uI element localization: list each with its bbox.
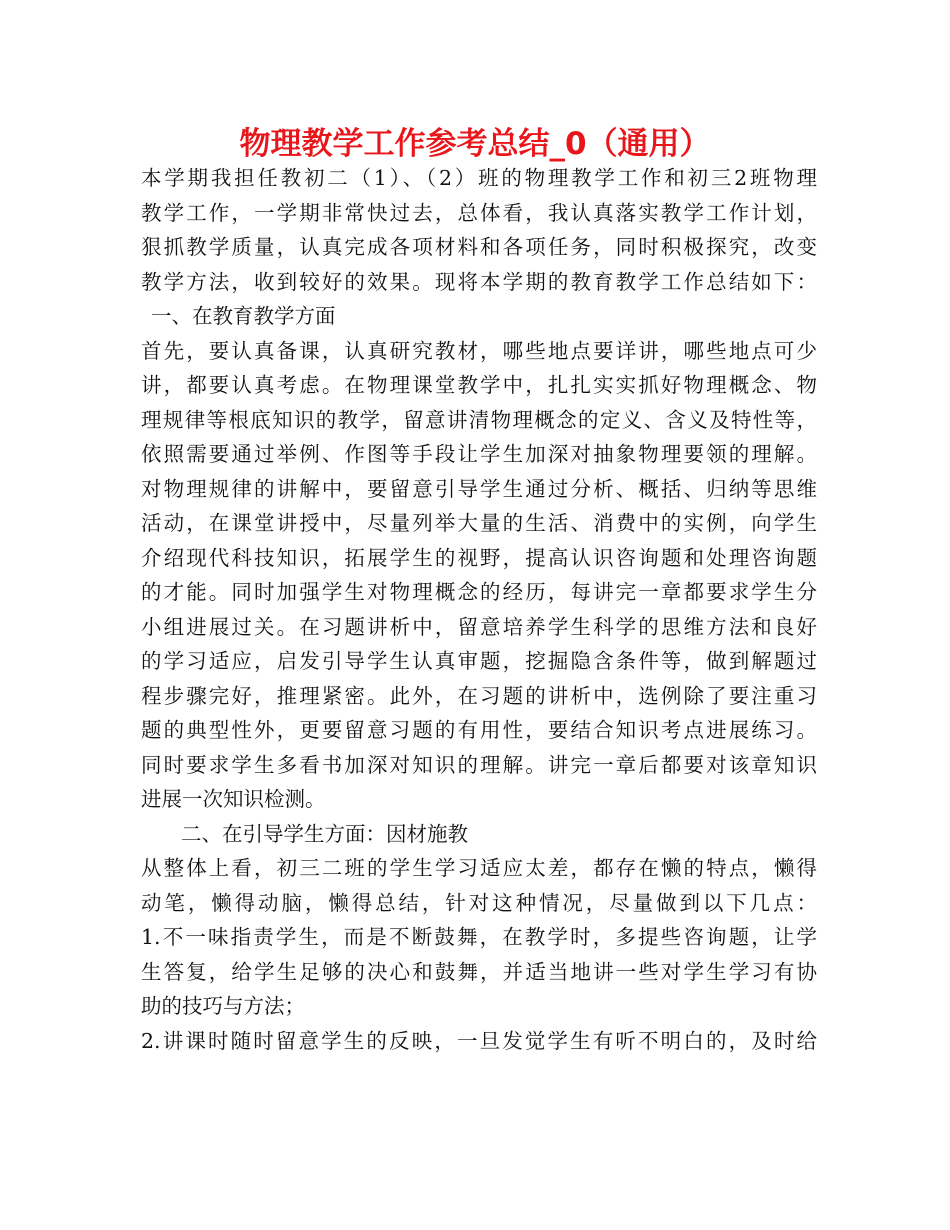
body-line: 小组进展过关。在习题讲析中，留意培养学生科学的思维方法和良好: [141, 614, 817, 639]
body-line: 首先，要认真备课，认真研究教材，哪些地点要详讲，哪些地点可少: [141, 338, 817, 363]
body-line: 活动，在课堂讲授中，尽量列举大量的生活、消费中的实例，向学生: [141, 511, 817, 535]
list-item-2-line: 2.讲课时随时留意学生的反映，一旦发觉学生有听不明白的，及时给: [141, 1028, 817, 1053]
body-line: 程步骤完好，推理紧密。此外，在习题的讲析中，选例除了要注重习: [141, 683, 817, 708]
list-item-1-line: 助的技巧与方法；: [141, 994, 305, 1018]
body-line: 动笔，懒得动脑，懒得总结，针对这种情况，尽量做到以下几点：: [141, 890, 817, 915]
body-line: 题的典型性外，更要留意习题的有用性，要结合知识考点进展练习。: [141, 718, 817, 742]
body-line: 的才能。同时加强学生对物理概念的经历，每讲完一章都要求学生分: [141, 580, 817, 604]
body-line: 从整体上看，初三二班的学生学习适应太差，都存在懒的特点，懒得: [141, 856, 817, 880]
body-line: 进展一次知识检测。: [141, 787, 326, 811]
list-item-1-line: 生答复，给学生足够的决心和鼓舞，并适当地讲一些对学生学习有协: [141, 959, 817, 984]
body-line: 对物理规律的讲解中，要留意引导学生通过分析、概括、归纳等思维: [141, 476, 817, 501]
body-line: 理规律等根底知识的教学，留意讲清物理概念的定义、含义及特性等，: [141, 407, 817, 432]
body-line: 狠抓教学质量，认真完成各项材料和各项任务，同时积极探究，改变: [141, 235, 817, 259]
body-line: 教学方法，收到较好的效果。现将本学期的教育教学工作总结如下：: [141, 269, 817, 294]
body-line: 同时要求学生多看书加深对知识的理解。讲完一章后都要对该章知识: [141, 752, 817, 777]
body-line: 本学期我担任教初二（1）、（2）班的物理教学工作和初三2班物理: [141, 166, 817, 190]
section-heading-2: 二、在引导学生方面：因材施教: [181, 821, 468, 846]
body-line: 讲，都要认真考虑。在物理课堂教学中，扎扎实实抓好物理概念、物: [141, 373, 817, 397]
document-title: 物理教学工作参考总结_0（通用）: [239, 126, 711, 162]
document-body: [141, 161, 817, 1058]
body-line: 依照需要通过举例、作图等手段让学生加深对抽象物理要领的理解。: [141, 442, 817, 466]
list-item-1-line: 1.不一味指责学生，而是不断鼓舞，在教学时，多提些咨询题，让学: [141, 925, 817, 949]
section-heading-1: 一、在教育教学方面: [151, 304, 336, 328]
body-line: 介绍现代科技知识，拓展学生的视野，提高认识咨询题和处理咨询题: [141, 545, 817, 570]
body-line: 的学习适应，启发引导学生认真审题，挖掘隐含条件等，做到解题过: [141, 649, 817, 673]
body-line: 教学工作，一学期非常快过去，总体看，我认真落实教学工作计划，: [141, 200, 817, 225]
